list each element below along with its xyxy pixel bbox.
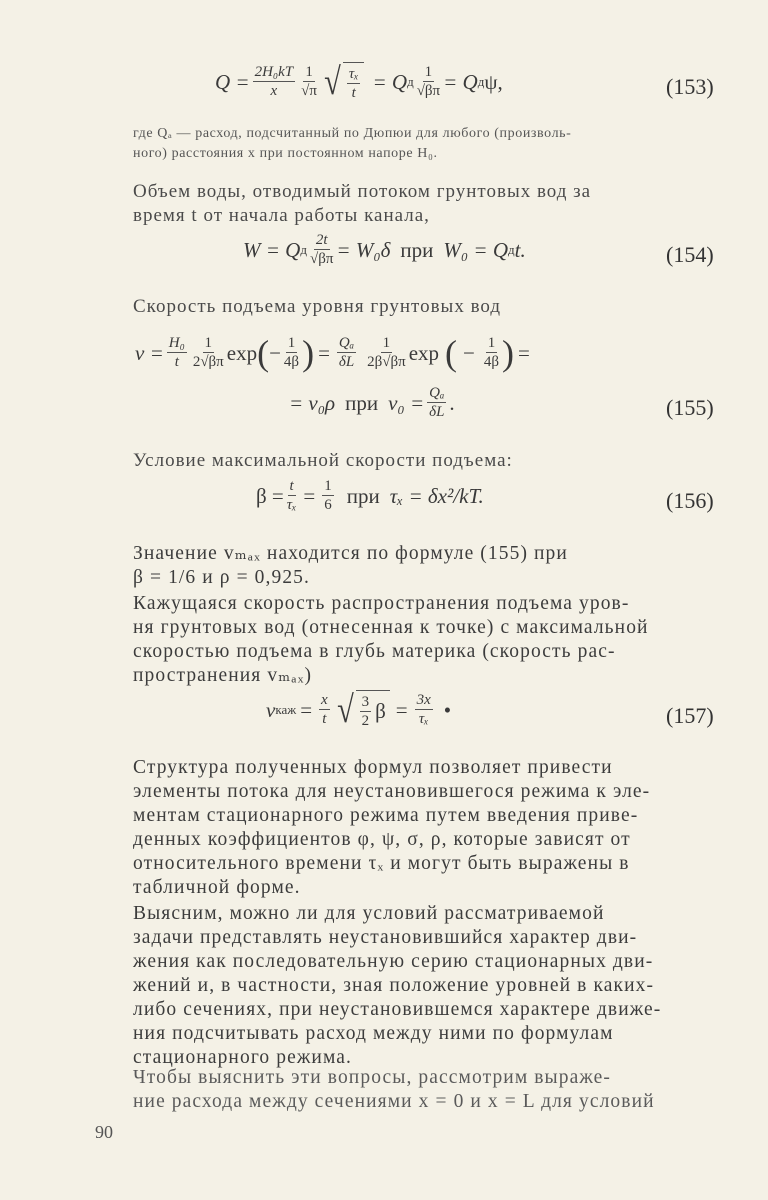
equation-157: v каж = $\frac{x}{t}$ √ $\frac{3}{2}$ β = $\frac{3x}{\text{τₓ}}$ • <box>266 689 452 731</box>
paragraph-structure: Структура полученных формул позволяет привести элементы потока для неустановившегося режима к эле- ментам стационарного режима путем введения приве- денных коэффициентов φ, ψ, σ, ρ, которые зависят от относительного времени τₓ и могут быть выражены в табличной форме. <box>133 757 651 898</box>
paragraph-speed: Скорость подъема уровня грунтовых вод <box>133 296 502 317</box>
equation-154: W = Q д $\frac{2t}{√\beta\pi}$ = W₀δ при W₀ = Q д t. <box>243 232 526 267</box>
eq153-lhs: Q = <box>215 69 250 94</box>
eq153-mid: = Q <box>372 69 408 94</box>
equation-153: Q = $\frac{\text{2H₀kT}}{x}$ $\frac{1}{√\pi}$ √ $\frac{\text{τₓ}}{t}$ = Q д $\frac{1}{√\beta\pi}$ = Q д ψ, <box>215 61 503 103</box>
eq154-fraction: $\frac{2t}{√\beta\pi}$ <box>309 232 334 267</box>
equation-number-155: (155) <box>666 395 714 420</box>
equation-number-157: (157) <box>666 703 714 728</box>
eq153-fraction-1: $\frac{\text{2H₀kT}}{x}$ <box>254 64 294 99</box>
equation-155-line-1: v = $\frac{\text{H₀}}{t}$ $\frac{1}{2√\beta\pi}$ exp ( − $\frac{1}{4\beta}$ ) = $\frac{\text{Qₐ}}{\delta L}$ $\frac{1}{2\beta√\beta\pi}$ exp ( − $\frac{1}{4\beta}$ ) = <box>135 333 530 373</box>
equation-number-156: (156) <box>666 488 714 513</box>
eq153-fraction-3: $\frac{1}{√\beta\pi}$ <box>416 64 441 99</box>
eq153-fraction-2: $\frac{1}{√\pi}$ <box>301 64 317 99</box>
paragraph-consider: Чтобы выяснить эти вопросы, рассмотрим выраже- ние расхода между сечениями x = 0 и x = L для условий <box>133 1067 655 1112</box>
equation-155-line-2: = v₀ρ при v₀ = $\frac{\text{Qₐ}}{\delta L}$ . <box>289 385 455 420</box>
paragraph-condition: Условие максимальной скорости подъема: <box>133 450 513 471</box>
note-153: где Qₐ — расход, подсчитанный по Дюпюи для любого (произволь- ного) расстояния x при постоянном напоре H₀. <box>133 126 572 161</box>
equation-number-153: (153) <box>666 74 714 99</box>
paragraph-vmax: Значение vₘₐₓ находится по формуле (155) при β = 1/6 и ρ = 0,925. <box>133 543 568 588</box>
eq157-sqrt: √ $\frac{3}{2}$ β <box>335 690 390 730</box>
equation-number-154: (154) <box>666 242 714 267</box>
paragraph-volume: Объем воды, отводимый потоком грунтовых вод за время t от начала работы канала, <box>133 181 592 226</box>
paragraph-apparent-speed: Кажущаяся скорость распространения подъема уров- ня грунтовых вод (отнесенная к точке) с максимальной скоростью подъема в глубь материка (скорость рас- пространения vₘₐₓ) <box>133 593 649 686</box>
paragraph-clarify: Выясним, можно ли для условий рассматриваемой задачи представлять неустановившийся характер дви- жения как последовательную серию стационарных дви- жений и, в частности, зная положение уровней в каких- либо сечениях, при неустановившемся характере движе- ния подсчитывать расход между ними по формулам стационарного режима. <box>133 903 662 1068</box>
eq153-rhs: = Q <box>443 69 478 94</box>
page-number: 90 <box>95 1122 113 1142</box>
eq153-sqrt: √ $\frac{\text{τₓ}}{t}$ <box>322 62 365 102</box>
equation-156: β = $\frac{t}{\text{τₓ}}$ = $\frac{1}{6}$ при τₓ = δx²/kT. <box>256 478 484 513</box>
